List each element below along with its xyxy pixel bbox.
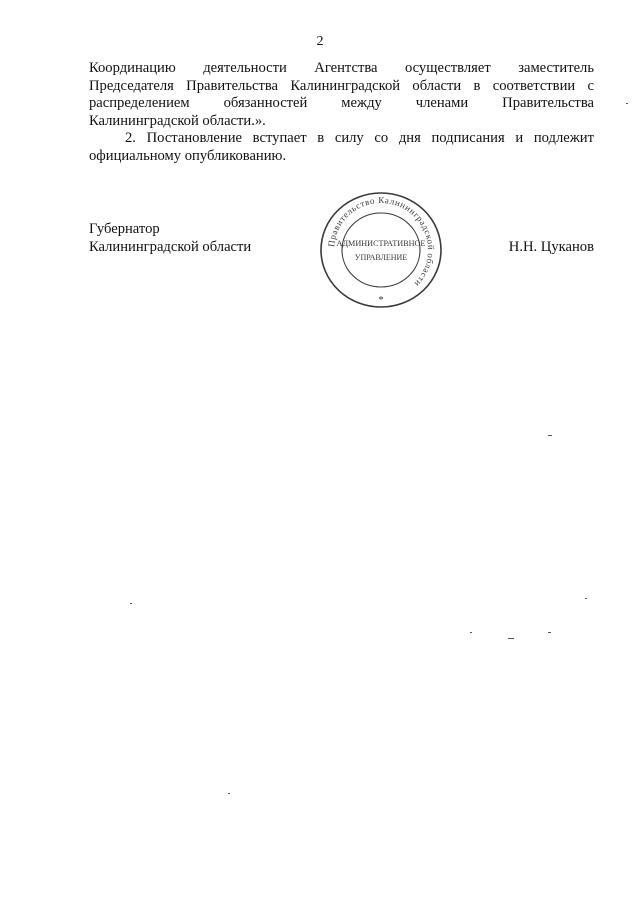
paragraph-line: распределением обязанностей между членами Правительства <box>89 95 594 111</box>
paragraph-coordination <box>89 60 594 130</box>
scan-speck <box>508 638 514 639</box>
scan-speck <box>470 632 472 633</box>
scan-speck <box>228 793 230 794</box>
paragraph-line: Председателя Правительства Калининградской области в соответствии с <box>89 77 594 94</box>
signature-position <box>89 220 251 256</box>
seal-inner-line2: УПРАВЛЕНИЕ <box>354 253 408 262</box>
seal-outer-text: Правительство Калининградской области <box>326 194 437 290</box>
paragraph-line: Калининградской области.». <box>89 112 266 129</box>
scan-speck <box>626 103 628 104</box>
signer-region: Калининградской области <box>89 239 252 255</box>
paragraph-line: официальному опубликованию. <box>89 147 287 164</box>
scan-speck <box>548 632 551 633</box>
signer-title: Губернатор <box>89 221 160 237</box>
scan-speck <box>585 598 587 599</box>
seal-stamp-icon <box>318 190 444 310</box>
document-body <box>89 60 594 165</box>
seal-mark: * <box>378 294 384 306</box>
paragraph-line: 2. Постановление вступает в силу со дня подписания и подлежит <box>125 130 594 146</box>
scan-speck <box>548 435 552 436</box>
seal-inner-ring <box>342 213 420 287</box>
paragraph-effective-date <box>89 130 594 165</box>
seal-inner-line1: АДМИНИСТРАТИВНОЕ <box>336 239 426 248</box>
page-number: 2 <box>316 34 324 49</box>
scan-speck <box>130 603 132 604</box>
official-seal <box>318 190 444 310</box>
seal-outer-ring <box>321 193 441 307</box>
signer-name: Н.Н. Цуканов <box>508 239 594 255</box>
paragraph-line: Координацию деятельности Агентства осуществляет заместитель <box>89 60 594 76</box>
